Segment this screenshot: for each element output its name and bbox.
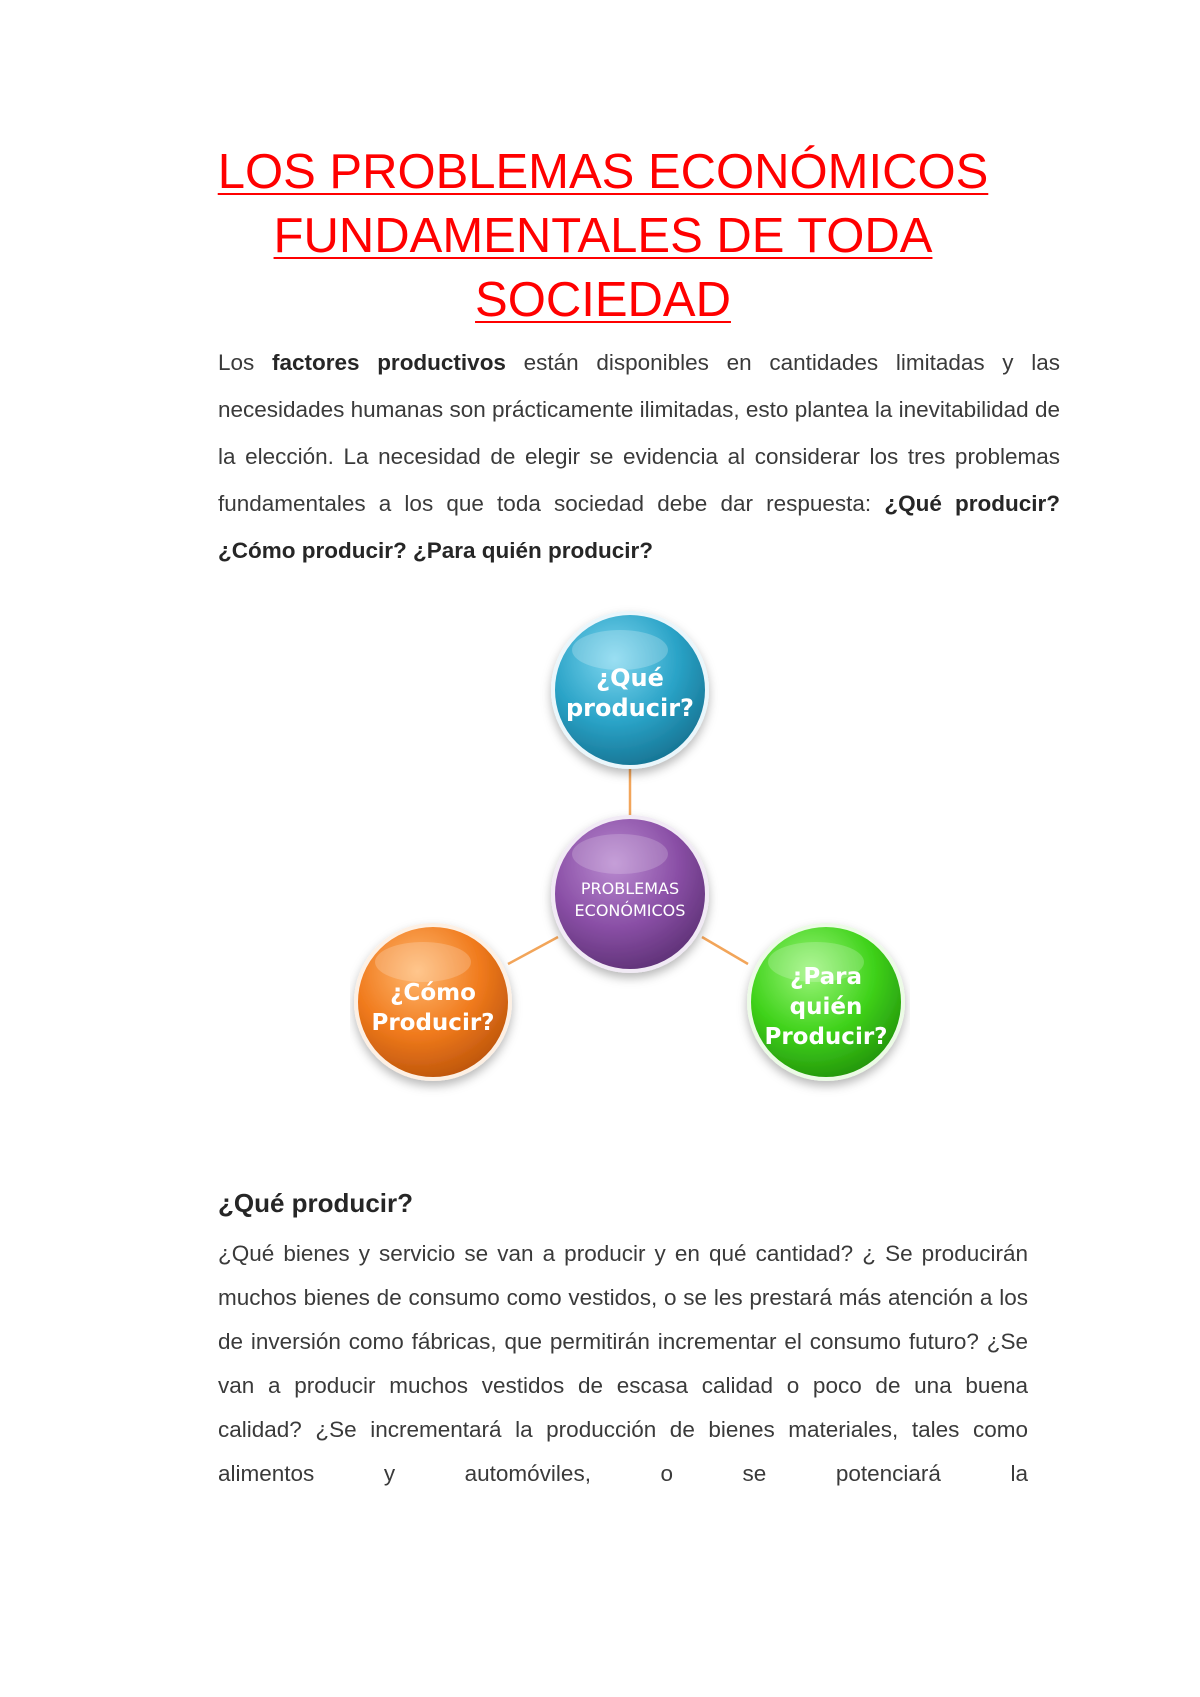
bubble-right-line-2: quién [789,994,863,1020]
bubble-left-line-2: Producir? [371,1010,495,1036]
connector-left [508,937,558,964]
intro-bold-factores: factores productivos [271,350,506,375]
problems-diagram [350,592,910,1102]
intro-bold-questions: ¿Qué producir? ¿Cómo producir? ¿Para quién producir? [218,491,1061,563]
title-line-2: FUNDAMENTALES DE TODA [273,209,933,263]
document-title [200,140,1006,332]
title-line-1: LOS PROBLEMAS ECONÓMICOS [217,145,989,199]
bubble-center-line-1: PROBLEMAS [580,879,680,898]
bubble-top-line-2: producir? [566,694,694,722]
bubble-center-line-2: ECONÓMICOS [574,901,686,920]
intro-text-1: Los [218,350,272,375]
bubble-right-line-3: Producir? [764,1024,888,1050]
bubble-top-line-1: ¿Qué [596,664,664,692]
bubble-left-line-1: ¿Cómo [390,980,476,1006]
title-line-3: SOCIEDAD [475,273,731,327]
connector-right [702,937,748,964]
section-heading-que-producir: ¿Qué producir? [218,1188,413,1218]
intro-text-2: están disponibles en cantidades limitadas y las necesidades humanas son prácticamente ilimitadas, esto plantea la inevitabilidad de la elección. La necesidad de elegir se evidencia al considerar los tres problemas fundamentales a los que toda sociedad debe dar respuesta: [218,350,1060,516]
bubble-right-line-1: ¿Para [790,964,862,990]
section-paragraph-que-producir: ¿Qué bienes y servicio se van a producir y en qué cantidad? ¿ Se producirán muchos bienes de consumo como vestidos, o se les prestará más atención a los de inversión como fábricas, que permitirán incrementar el consumo futuro? ¿Se van a producir muchos vestidos de escasa calidad o poco de una buena calidad? ¿Se incrementará la producción de bienes materiales, tales como alimentos y automóviles, o se potenciará la [218,1241,1028,1486]
intro-paragraph [218,339,1060,574]
